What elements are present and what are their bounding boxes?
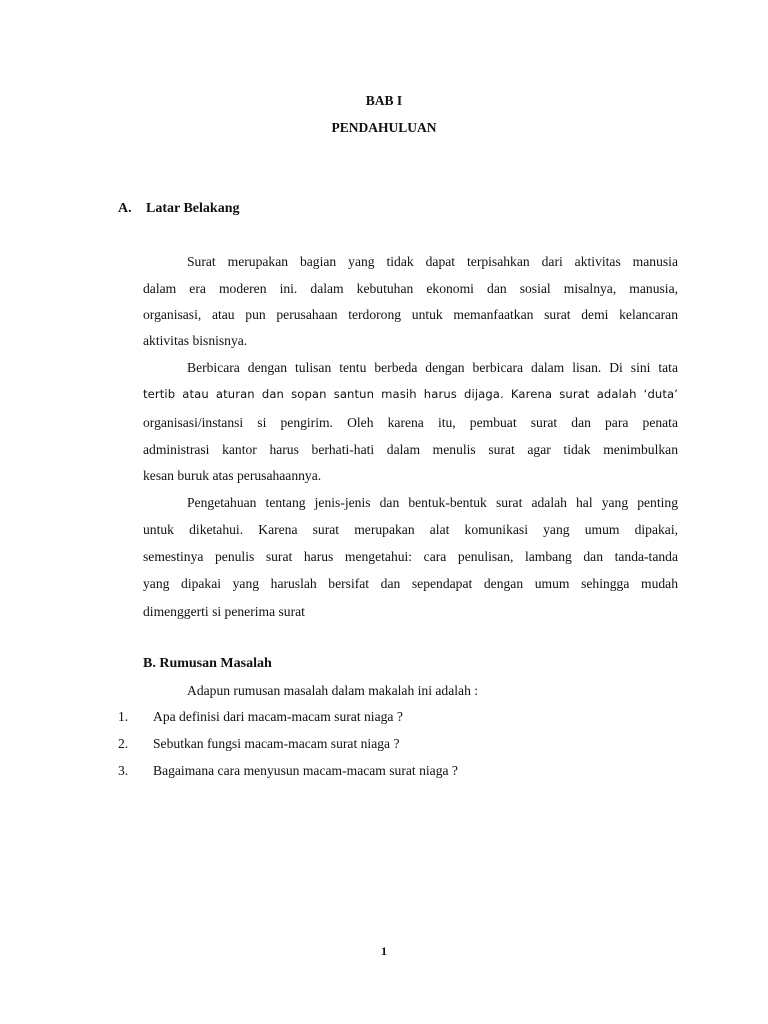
section-a-title: Latar Belakang xyxy=(146,201,240,216)
list-text: Bagaimana cara menyusun macam-macam surat niaga ? xyxy=(153,763,458,778)
paragraph-line: organisasi, atau pun perusahaan terdorong untuk memanfaatkan surat demi kelancaran xyxy=(143,307,678,322)
list-text: Apa definisi dari macam-macam surat niaga ? xyxy=(153,709,403,724)
paragraph-line: administrasi kantor harus berhati-hati dalam menulis surat agar tidak menimbulkan xyxy=(143,442,678,457)
list-item xyxy=(118,736,400,752)
paragraph-line: kesan buruk atas perusahaannya. xyxy=(143,468,322,483)
list-number: 3. xyxy=(118,763,129,778)
paragraph-line: yang dipakai yang haruslah bersifat dan sependapat dengan umum sehingga mudah xyxy=(143,576,678,591)
paragraph-line: aktivitas bisnisnya. xyxy=(143,333,248,348)
chapter-label: BAB I xyxy=(365,93,403,108)
list-number: 2. xyxy=(118,736,129,751)
paragraph-line: untuk diketahui. Karena surat merupakan alat komunikasi yang umum dipakai, xyxy=(143,522,678,537)
paragraph-line: tertib atau aturan dan sopan santun masih harus dijaga. Karena surat adalah ‘duta’ xyxy=(143,387,678,401)
paragraph-line: dimenggerti si penerima surat xyxy=(143,604,305,619)
paragraph-line: dalam era moderen ini. dalam kebutuhan ekonomi dan sosial misalnya, manusia, xyxy=(143,281,678,296)
paragraph-line: semestinya penulis surat harus mengetahui: cara penulisan, lambang dan tanda-tanda xyxy=(143,549,678,564)
page-number: 1 xyxy=(381,944,387,958)
paragraph-line: Pengetahuan tentang jenis-jenis dan bentuk-bentuk surat adalah hal yang penting xyxy=(187,495,678,510)
paragraph-line: organisasi/instansi si pengirim. Oleh karena itu, pembuat surat dan para penata xyxy=(143,415,678,430)
section-a-heading xyxy=(118,201,239,217)
section-b-heading: B. Rumusan Masalah xyxy=(143,656,272,671)
list-item xyxy=(118,709,403,725)
list-item xyxy=(118,763,458,779)
paragraph-line: Surat merupakan bagian yang tidak dapat terpisahkan dari aktivitas manusia xyxy=(187,254,678,269)
paragraph-line: Berbicara dengan tulisan tentu berbeda dengan berbicara dalam lisan. Di sini tata xyxy=(187,360,678,375)
list-number: 1. xyxy=(118,709,129,724)
section-a-number: A. xyxy=(118,201,132,216)
section-b-intro: Adapun rumusan masalah dalam makalah ini adalah : xyxy=(187,683,479,698)
chapter-title: PENDAHULUAN xyxy=(331,120,437,135)
list-text: Sebutkan fungsi macam-macam surat niaga ? xyxy=(153,736,400,751)
